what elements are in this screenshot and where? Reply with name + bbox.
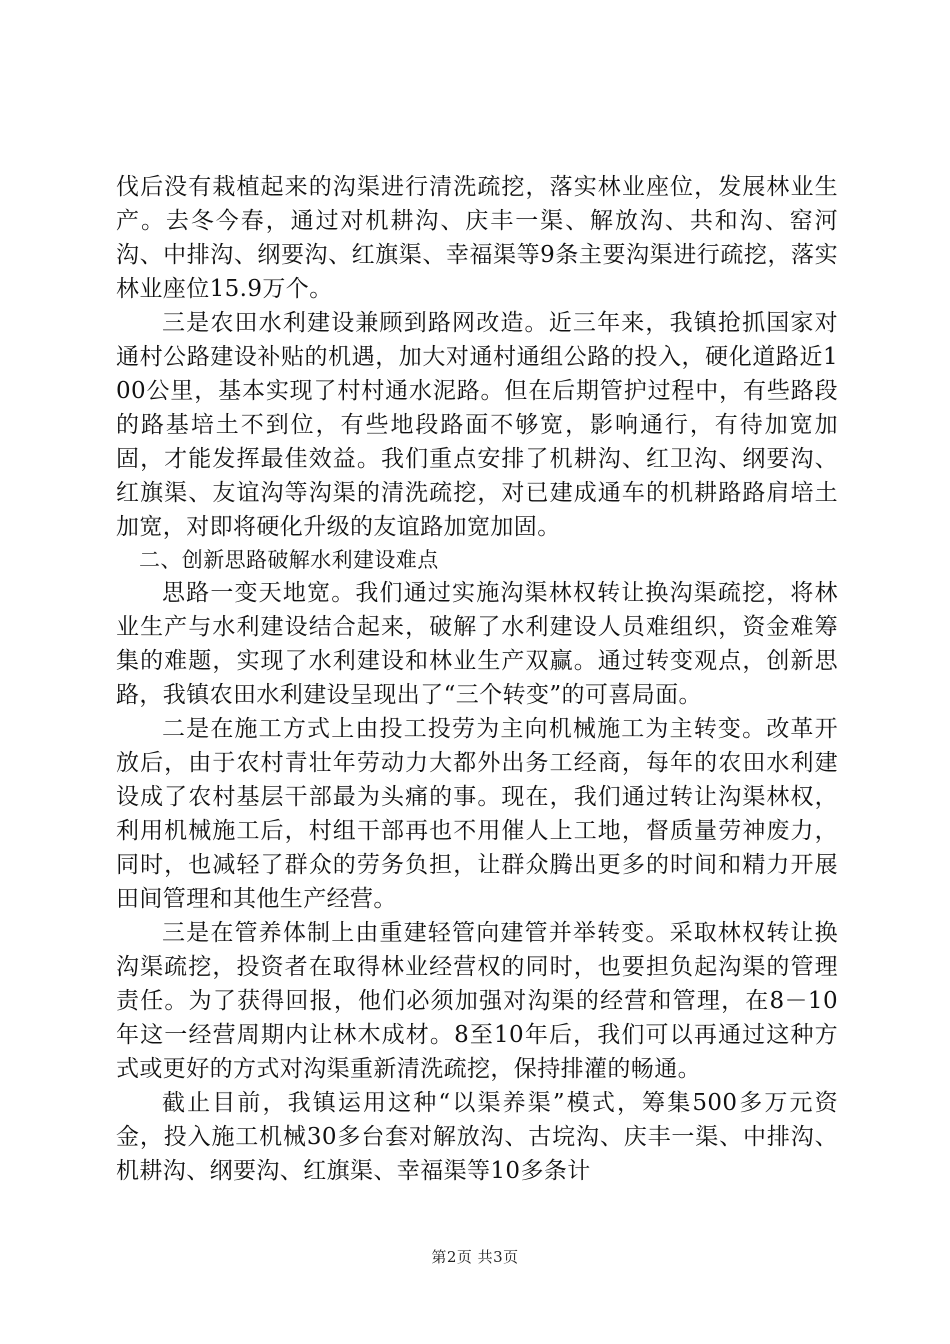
paragraph-construction-method: 二是在施工方式上由投工投劳为主向机械施工为主转变。改革开放后，由于农村青壮年劳动力大都外出务工经商，每年的农田水利建设成了农村基层干部最为头痛的事。现在，我们通过转让沟渠林权，利用机械施工后，村组干部再也不用催人上工地，督质量劳神废力，同时，也减轻了群众的劳务负担，让群众腾出更多的时间和精力开展田间管理和其他生产经营。 [116,716,838,912]
page-number-footer: 第2页 共3页 [431,1248,519,1266]
section-heading: 二、创新思路破解水利建设难点 [139,548,439,572]
paragraph-road-network: 三是农田水利建设兼顾到路网改造。近三年来，我镇抢抓国家对通村公路建设补贴的机遇，加大对通村通组公路的投入，硬化道路近100公里，基本实现了村村通水泥路。但在后期管护过程中，有些路段的路基培土不到位，有些地段路面不够宽，影响通行，有待加宽加固，才能发挥最佳效益。我们重点安排了机耕沟、红卫沟、纲要沟、红旗渠、友谊沟等沟渠的清洗疏挖，对已建成通车的机耕路路肩培土加宽，对即将硬化升级的友谊路加宽加固。 [116,310,838,540]
paragraph-new-thinking: 思路一变天地宽。我们通过实施沟渠林权转让换沟渠疏挖，将林业生产与水利建设结合起来，破解了水利建设人员难组织，资金难筹集的难题，实现了水利建设和林业生产双赢。通过转变观点，创新思路，我镇农田水利建设呈现出了“三个转变”的可喜局面。 [116,580,838,708]
paragraph-continuation: 伐后没有栽植起来的沟渠进行清洗疏挖，落实林业座位，发展林业生产。去冬今春，通过对机耕沟、庆丰一渠、解放沟、共和沟、窑河沟、中排沟、纲要沟、红旗渠、幸福渠等9条主要沟渠进行疏挖，落实林业座位15.9万个。 [116,174,838,302]
paragraph-management-system: 三是在管养体制上由重建轻管向建管并举转变。采取林权转让换沟渠疏挖，投资者在取得林业经营权的同时，也要担负起沟渠的管理责任。为了获得回报，他们必须加强对沟渠的经营和管理，在8－10年这一经营周期内让林木成材。8至10年后，我们可以再通过这种方式或更好的方式对沟渠重新清洗疏挖，保持排灌的畅通。 [116,920,838,1082]
paragraph-results: 截止目前，我镇运用这种“以渠养渠”模式，筹集500多万元资金，投入施工机械30多台套对解放沟、古垸沟、庆丰一渠、中排沟、机耕沟、纲要沟、红旗渠、幸福渠等10多条计 [116,1090,838,1184]
document-body [116,170,838,1188]
